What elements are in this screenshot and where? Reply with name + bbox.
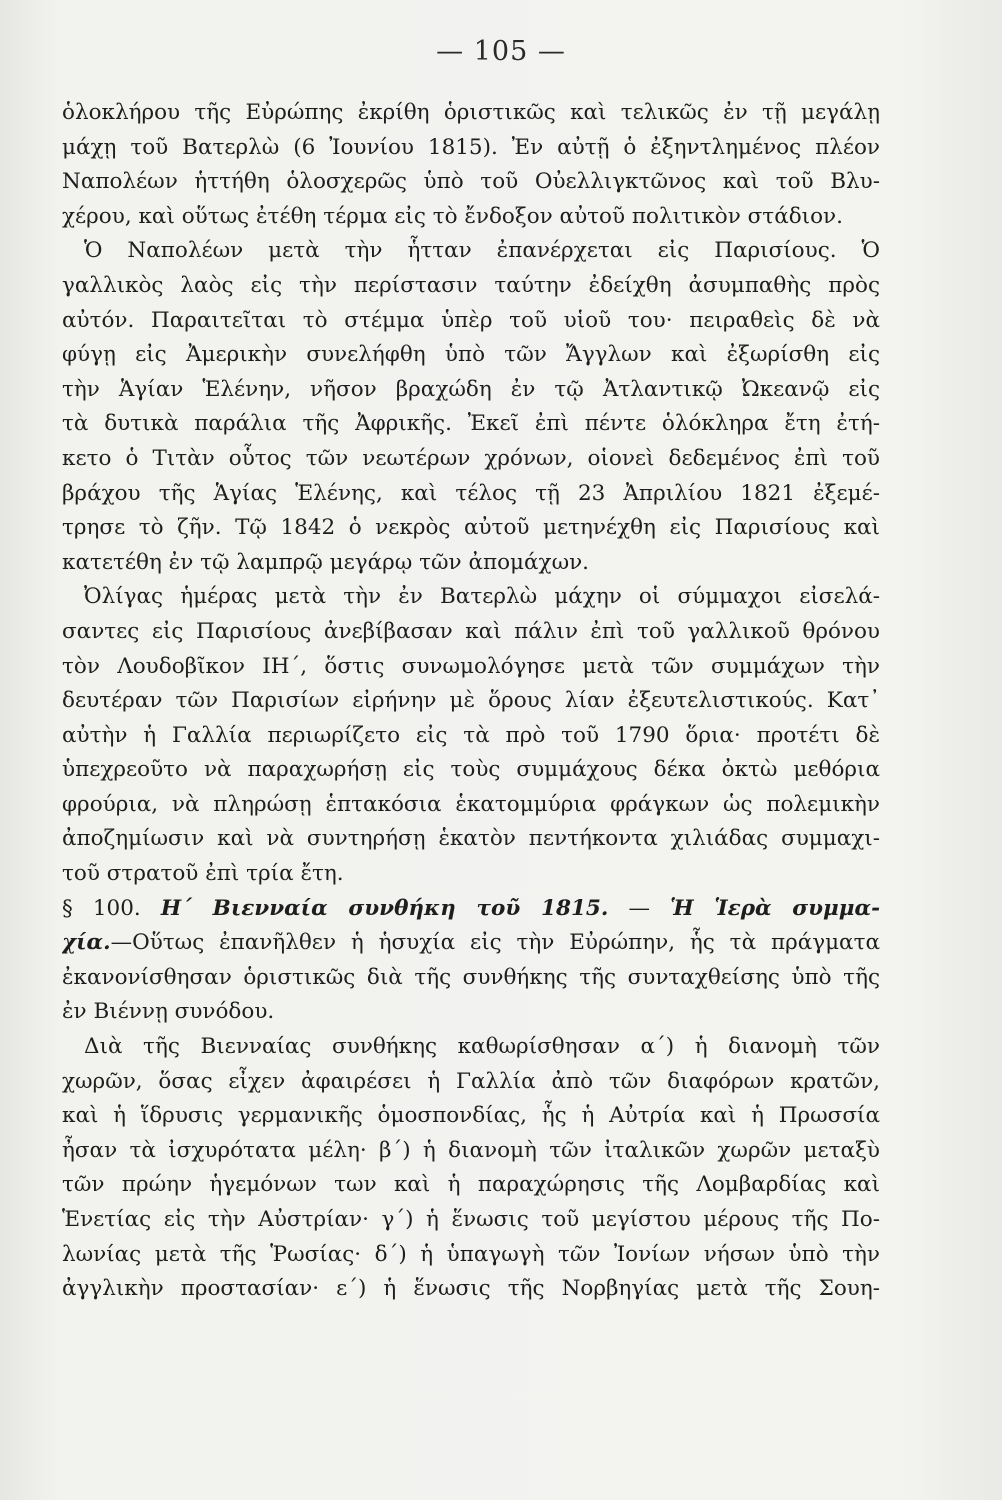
page-number: — 105 — bbox=[436, 36, 566, 67]
text-line: αὐτόν. Παραιτεῖται τὸ στέμμα ὑπὲρ τοῦ υἱοῦ του· πειραθεὶς δὲ νὰ bbox=[62, 307, 880, 333]
text-line: κατετέθη ἐν τῷ λαμπρῷ μεγάρῳ τῶν ἀπομάχων. bbox=[62, 549, 590, 575]
text-line: τρησε τὸ ζῆν. Τῷ 1842 ὁ νεκρὸς αὐτοῦ μετηνέχθη εἰς Παρισίους καὶ bbox=[62, 515, 880, 541]
section-title-part2: Ἡ Ἱερὰ συμμα- bbox=[670, 895, 880, 921]
text-line: Ἑνετίας εἰς τὴν Αὐστρίαν· γ´) ἡ ἕνωσις τοῦ μεγίστου μέρους τῆς Πο- bbox=[62, 1207, 880, 1232]
text-line: Διὰ τῆς Βιενναίας συνθήκης καθωρίσθησαν α´) ἡ διανομὴ τῶν bbox=[84, 1034, 880, 1060]
text-line: τὴν Ἁγίαν Ἑλένην, νῆσον βραχώδη ἐν τῷ Ἀτλαντικῷ Ὠκεανῷ εἰς bbox=[62, 376, 880, 402]
text-line: Ὀλίγας ἡμέρας μετὰ τὴν ἐν Βατερλὼ μάχην οἱ σύμμαχοι εἰσελά- bbox=[84, 584, 880, 610]
section-title-part1: Η´ Βιενναία συνθήκη τοῦ 1815. bbox=[160, 895, 609, 921]
text-line: τὰ δυτικὰ παράλια τῆς Ἀφρικῆς. Ἐκεῖ ἐπὶ πέντε ὁλόκληρα ἔτη ἐτή- bbox=[62, 411, 880, 437]
section-number: § 100. bbox=[62, 895, 141, 921]
text-line: ἦσαν τὰ ἰσχυρότατα μέλη· β´) ἡ διανομὴ τῶν ἰταλικῶν χωρῶν μεταξὺ bbox=[62, 1137, 880, 1163]
paragraphs-before-section bbox=[62, 96, 880, 892]
text-line: ἐκανονίσθησαν ὁριστικῶς διὰ τῆς συνθήκης τῆς συνταχθείσης ὑπὸ τῆς bbox=[62, 964, 880, 990]
text-line: τὸν Λουδοβῖκον ΙΗ´, ὅστις συνωμολόγησε μετὰ τῶν συμμάχων τὴν bbox=[62, 653, 880, 679]
text-line: τῶν πρώην ἡγεμόνων των καὶ ἡ παραχώρησις τῆς Λομβαρδίας καὶ bbox=[62, 1172, 880, 1198]
body-text bbox=[62, 96, 880, 1307]
section-heading-line bbox=[62, 892, 880, 927]
text-line: χέρου, καὶ οὕτως ἐτέθη τέρμα εἰς τὸ ἔνδοξον αὐτοῦ πολιτικὸν στάδιον. bbox=[62, 203, 843, 229]
text-line: λωνίας μετὰ τῆς Ῥωσίας· δ´) ἡ ὑπαγωγὴ τῶν Ἰονίων νήσων ὑπὸ τὴν bbox=[62, 1241, 880, 1267]
section-title-dash: — bbox=[628, 895, 650, 921]
section-first-sentence: —Οὕτως ἐπανῆλθεν ἡ ἡσυχία εἰς τὴν Εὐρώπην, ἧς τὰ πράγματα bbox=[110, 930, 880, 956]
section-title-part3: χία. bbox=[62, 930, 111, 956]
text-line: Ὁ Ναπολέων μετὰ τὴν ἧτταν ἐπανέρχεται εἰς Παρισίους. Ὁ bbox=[84, 238, 880, 264]
text-line: βράχου τῆς Ἁγίας Ἑλένης, καὶ τέλος τῇ 23 Ἀπριλίου 1821 ἐξεμέ- bbox=[62, 480, 880, 506]
text-line: φύγῃ εἰς Ἀμερικὴν συνελήφθη ὑπὸ τῶν Ἄγγλων καὶ ἐξωρίσθη εἰς bbox=[62, 342, 880, 368]
text-line: γαλλικὸς λαὸς εἰς τὴν περίστασιν ταύτην ἐδείχθη ἀσυμπαθὴς πρὸς bbox=[62, 272, 880, 298]
paragraphs-after-section bbox=[62, 961, 880, 1307]
text-line: Ναπολέων ἡττήθη ὁλοσχερῶς ὑπὸ τοῦ Οὐελλιγκτῶνος καὶ τοῦ Βλυ- bbox=[62, 169, 880, 195]
text-line: αὐτὴν ἡ Γαλλία περιωρίζετο εἰς τὰ πρὸ τοῦ 1790 ὅρια· προτέτι δὲ bbox=[62, 722, 880, 748]
text-line: καὶ ἡ ἵδρυσις γερμανικῆς ὁμοσπονδίας, ἧς ἡ Αὐτρία καὶ ἡ Πρωσσία bbox=[62, 1103, 880, 1129]
text-line: ὑπεχρεοῦτο νὰ παραχωρήσῃ εἰς τοὺς συμμάχους δέκα ὀκτὼ μεθόρια bbox=[62, 757, 880, 783]
text-line: δευτέραν τῶν Παρισίων εἰρήνην μὲ ὅρους λίαν ἐξευτελιστικούς. Κατ᾽ bbox=[62, 688, 880, 714]
section-heading-line-2 bbox=[62, 926, 880, 961]
text-line: σαντες εἰς Παρισίους ἀνεβίβασαν καὶ πάλιν ἐπὶ τοῦ γαλλικοῦ θρόνου bbox=[62, 618, 880, 644]
text-line: ἐν Βιέννῃ συνόδου. bbox=[62, 999, 275, 1025]
text-line: κετο ὁ Τιτὰν οὗτος τῶν νεωτέρων χρόνων, οἱονεὶ δεδεμένος ἐπὶ τοῦ bbox=[62, 445, 880, 471]
text-line: τοῦ στρατοῦ ἐπὶ τρία ἔτη. bbox=[62, 861, 344, 887]
text-line: χωρῶν, ὅσας εἶχεν ἀφαιρέσει ἡ Γαλλία ἀπὸ τῶν διαφόρων κρατῶν, bbox=[62, 1068, 880, 1094]
text-line: ὁλοκλήρου τῆς Εὐρώπης ἐκρίθη ὁριστικῶς καὶ τελικῶς ἐν τῇ μεγάλῃ bbox=[62, 100, 880, 125]
text-line: μάχῃ τοῦ Βατερλὼ (6 Ἰουνίου 1815). Ἐν αὐτῇ ὁ ἐξηντλημένος πλέον bbox=[62, 134, 880, 160]
text-line: ἀγγλικὴν προστασίαν· ε´) ἡ ἕνωσις τῆς Νορβηγίας μετὰ τῆς Σουη- bbox=[62, 1276, 880, 1302]
text-line: φρούρια, νὰ πληρώσῃ ἑπτακόσια ἑκατομμύρια φράγκων ὡς πολεμικὴν bbox=[62, 791, 880, 817]
text-line: ἀποζημίωσιν καὶ νὰ συντηρήσῃ ἑκατὸν πεντήκοντα χιλιάδας συμμαχι- bbox=[62, 826, 880, 852]
